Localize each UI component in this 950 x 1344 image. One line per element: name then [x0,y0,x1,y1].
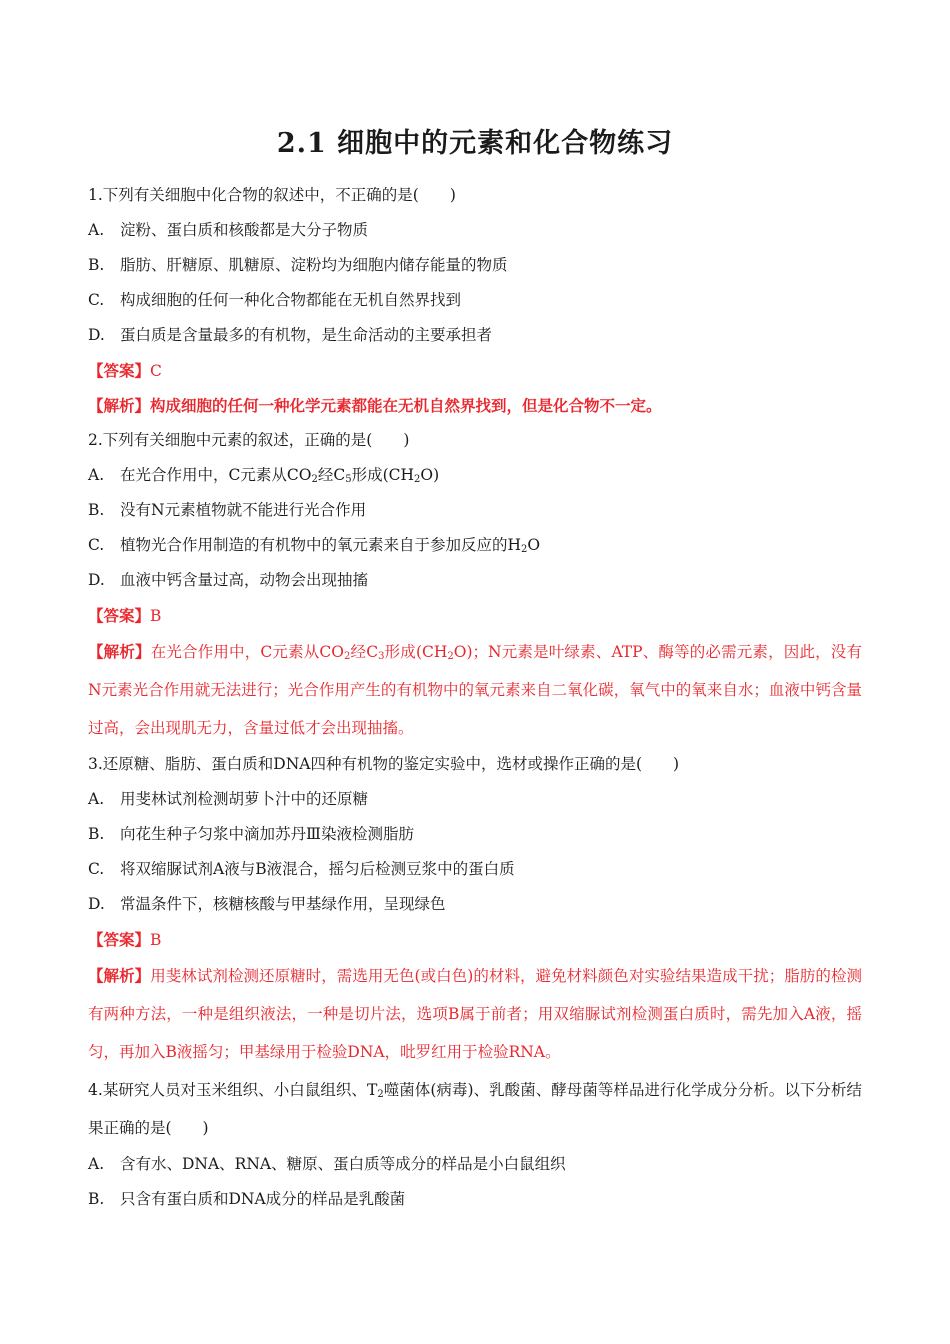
analysis-text: 构成细胞的任何一种化学元素都能在无机自然界找到，但是化合物不一定。 [150,396,662,415]
subscript: 3 [378,651,385,662]
analysis-text: 在光合作用中，C元素从CO [150,643,344,661]
option-d [88,563,862,598]
analysis-paragraph [88,957,862,1071]
option-c [88,528,862,563]
analysis-text: 形成(CH [384,643,448,661]
option-text: 在光合作用中，C元素从CO [120,466,312,484]
option-text: O) [420,466,440,484]
page-title: 2.1 细胞中的元素和化合物练习 [276,128,674,159]
subscript: 2 [521,544,528,555]
option-letter: C. [88,536,105,554]
option-text: 形成(CH [351,466,414,484]
option-letter: D. [88,895,105,913]
option-text: 将双缩脲试剂A液与B液混合，摇匀后检测豆浆中的蛋白质 [120,860,515,878]
analysis-paragraph [88,633,862,747]
answer-value: B [150,931,162,949]
option-letter: B. [88,501,105,519]
analysis-text: O)；N元素是叶绿素、ATP、酶等的必需元素，因此，没有N元素光合作用就无法进行；光合作用产生的有机物中的氧元素来自二氧化碳，氧气中的氧来自水；血液中钙含量过高，会出现肌无力，含量过低才会出现抽搐。 [88,643,862,737]
option-d [88,887,862,922]
option-letter: B. [88,256,105,274]
answer-line [88,922,862,957]
answer-tag: 【答案】 [88,606,151,625]
option-b [88,1182,862,1217]
option-b [88,493,862,528]
option-text: 用斐林试剂检测胡萝卜汁中的还原糖 [120,790,369,808]
option-letter: A. [88,790,105,808]
option-text: 构成细胞的任何一种化合物都能在无机自然界找到 [120,291,462,309]
option-letter: C. [88,291,105,309]
answer-line [88,353,862,388]
question-stem: 1.下列有关细胞中化合物的叙述中，不正确的是( ) [88,186,456,204]
option-letter: A. [88,221,105,239]
subscript: 5 [345,474,352,485]
question-stem: 3.还原糖、脂肪、蛋白质和DNA四种有机物的鉴定实验中，选材或操作正确的是( ) [88,755,680,773]
answer-value: B [150,607,162,625]
option-a [88,1147,862,1182]
answer-line [88,598,862,633]
subscript: 2 [447,651,454,662]
option-d [88,318,862,353]
option-text: 植物光合作用制造的有机物中的氧元素来自于参加反应的H [120,536,522,554]
answer-tag: 【答案】 [88,361,151,380]
option-a [88,458,862,493]
analysis-tag: 【解析】 [88,966,151,985]
answer-value: C [150,362,162,380]
option-text: 含有水、DNA、RNA、糖原、蛋白质等成分的样品是小白鼠组织 [120,1155,566,1173]
analysis-tag: 【解析】 [88,396,151,415]
option-letter: D. [88,571,105,589]
analysis-text: 经C [350,643,379,661]
question-1 [88,178,862,423]
option-text: 没有N元素植物就不能进行光合作用 [120,501,367,519]
stem-text: 噬菌体(病毒)、乳酸菌、酵母菌等样品进行化学成分分析。以下分析结果正确的是( ) [88,1081,862,1137]
option-letter: B. [88,1190,105,1208]
question-4 [88,1071,862,1217]
option-letter: B. [88,825,105,843]
option-text: 经C [317,466,346,484]
option-a [88,213,862,248]
option-letter: A. [88,1155,105,1173]
option-text: 蛋白质是含量最多的有机物，是生命活动的主要承担者 [120,326,493,344]
option-b [88,817,862,852]
question-3 [88,747,862,1071]
subscript: 2 [311,474,318,485]
option-text: 淀粉、蛋白质和核酸都是大分子物质 [120,221,369,239]
option-text: 脂肪、肝糖原、肌糖原、淀粉均为细胞内储存能量的物质 [120,256,508,274]
question-2 [88,423,862,747]
option-text: O [527,536,541,554]
option-text: 向花生种子匀浆中滴加苏丹Ⅲ染液检测脂肪 [120,825,414,843]
analysis-line [88,388,862,423]
subscript: 2 [414,474,421,485]
answer-tag: 【答案】 [88,930,151,949]
question-stem [88,1071,862,1147]
option-text: 只含有蛋白质和DNA成分的样品是乳酸菌 [120,1190,406,1208]
option-c [88,852,862,887]
option-text: 血液中钙含量过高，动物会出现抽搐 [120,571,369,589]
subscript: 2 [344,651,351,662]
option-c [88,283,862,318]
analysis-tag: 【解析】 [88,642,151,661]
stem-text: 4.某研究人员对玉米组织、小白鼠组织、T [88,1081,378,1099]
option-a [88,782,862,817]
option-text: 常温条件下，核糖核酸与甲基绿作用，呈现绿色 [120,895,446,913]
option-letter: C. [88,860,105,878]
option-letter: A. [88,466,105,484]
option-letter: D. [88,326,105,344]
analysis-text: 用斐林试剂检测还原糖时，需选用无色(或白色)的材料，避免材料颜色对实验结果造成干扰；脂肪的检测有两种方法，一种是组织液法，一种是切片法，选项B属于前者；用双缩脲试剂检测蛋白质时，需先加入A液，摇匀，再加入B液摇匀；甲基绿用于检验DNA，吡罗红用于检验RNA。 [88,967,862,1061]
question-stem: 2.下列有关细胞中元素的叙述，正确的是( ) [88,431,410,449]
subscript: 2 [377,1089,384,1100]
option-b [88,248,862,283]
